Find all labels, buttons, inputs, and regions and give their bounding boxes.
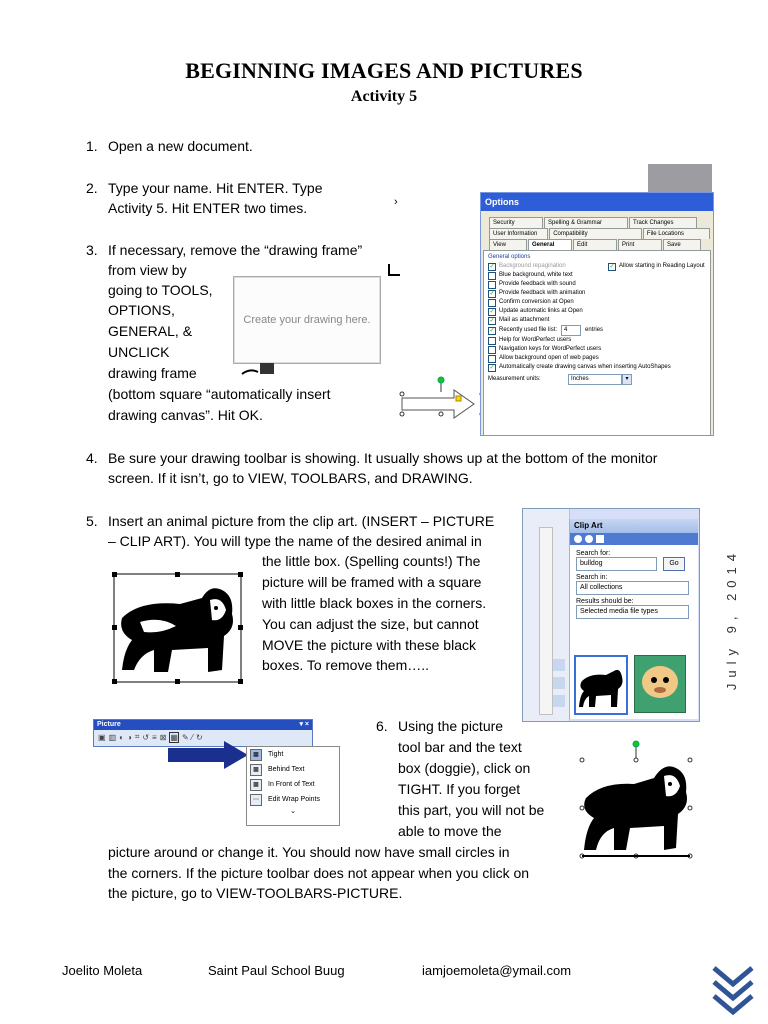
contrast-icon[interactable]: ◐ [119,732,124,742]
reset-picture-icon[interactable]: ↻ [196,732,203,742]
options-tabs-row-1 [489,217,711,228]
step-3-line: UNCLICK [108,344,170,360]
tab-user-information[interactable]: User Information [489,228,548,239]
compress-icon[interactable]: ⊠ [159,732,167,742]
footer-email: iamjoemoleta@ymail.com [422,963,572,978]
picture-toolbar-title: Picture ▾ × [94,720,312,730]
option-blue-background[interactable]: Blue background, white text [488,271,706,280]
measurement-units-row: Measurement units: Inches ▾ [488,374,706,385]
small-arrow-icon: › [394,196,398,208]
option-mail-attachment[interactable]: ✓ Mail as attachment [489,317,550,324]
search-for-label: Search for: [576,550,611,557]
clip-search-input[interactable]: bulldog [576,557,657,571]
checkbox-icon[interactable]: ✓ [489,327,495,334]
options-general-panel [483,250,711,436]
step-2-line: Activity 5. Hit ENTER two times. [108,200,308,216]
blue-pointer-arrow [166,740,250,770]
corner-handle-icon [388,264,400,276]
wrap-tight-icon: ▩ [250,749,262,761]
format-picture-icon[interactable]: ✎ [181,732,189,742]
step-4-line: Be sure your drawing toolbar is showing. It usually shows up at the bottom of the monitor [108,450,658,466]
step-4-line: screen. If it isn’t, go to VIEW, TOOLBARS, and DRAWING. [108,470,473,486]
color-icon[interactable]: ▥ [108,732,117,742]
block-arrow-shape [396,376,488,420]
step-2-line: Type your name. Hit ENTER. Type [108,180,323,196]
option-feedback-animation[interactable]: ✓ Provide feedback with animation [489,290,586,297]
checkbox-icon[interactable] [488,272,496,280]
measurement-units-select[interactable]: Inches [568,374,622,385]
options-tabs-row-2 [489,228,711,239]
tab-general[interactable]: General [528,239,572,250]
checkbox-icon[interactable] [488,346,496,354]
go-button[interactable]: Go [663,557,685,571]
brightness-icon[interactable]: ◑ [126,732,132,742]
step-6-line: this part, you will not be [398,802,545,818]
option-reading-layout[interactable]: ✓ Allow starting in Reading Layout [609,263,705,270]
step-6-line: the corners. If the picture toolbar does not appear when you click on [108,865,530,881]
step-2-number: 2. [86,180,98,196]
bulldog-tight-wrapped-image[interactable] [574,738,698,864]
clip-art-panel [569,519,698,719]
checkbox-icon[interactable] [488,355,496,363]
tab-compatibility[interactable]: Compatibility [549,228,642,239]
step-6-line: Using the picture [398,718,504,734]
rotate-icon[interactable]: ↺ [142,732,150,742]
clip-art-left-strip [523,509,570,721]
option-update-links[interactable]: ✓ Update automatic links at Open [489,308,583,315]
step-5-line: – CLIP ART). You will type the name of the desired animal in [108,533,482,549]
edit-wrap-icon: ⋯ [250,794,262,806]
general-options-heading: General options [488,254,531,260]
scrollbar[interactable] [539,527,553,715]
option-recent-files[interactable]: ✓ Recently used file list: 4 entries [488,325,706,336]
results-select[interactable]: Selected media file types [576,605,689,619]
text-wrapping-menu [246,746,340,826]
footer-school: Saint Paul School Buug [208,963,345,978]
tab-view[interactable]: View [489,239,527,250]
tab-edit[interactable]: Edit [573,239,617,250]
step-5-line: boxes. To remove them….. [262,657,430,673]
back-icon[interactable] [574,535,582,543]
step-5-line: picture will be framed with a square [262,574,482,590]
background-window-strip [648,164,712,194]
cartoon-dog-icon [635,656,685,712]
canvas-placeholder-text: Create your drawing here. [243,314,371,326]
checkbox-icon[interactable]: ✓ [609,263,615,270]
checkbox-icon[interactable] [488,299,496,307]
scroll-down-chevron-icon[interactable] [712,964,754,1018]
step-3-number: 3. [86,242,98,258]
set-transparent-icon[interactable]: ⁄ [191,732,194,742]
text-wrapping-icon[interactable]: ▦ [170,732,178,742]
step-3-line: OPTIONS, [108,302,175,318]
options-tabs-row-3 [489,239,711,250]
step-6-number: 6. [376,718,388,734]
clip-art-title: Clip Art [570,519,698,533]
step-3-line: drawing canvas”. Hit OK. [108,407,263,423]
step-5-line: MOVE the picture with these black [262,637,476,653]
page-title: BEGINNING IMAGES AND PICTURES [185,58,583,83]
footer-author: Joelito Moleta [62,963,143,978]
page-subtitle: Activity 5 [350,88,418,105]
close-icon[interactable]: ▾ × [299,721,309,728]
step-3-line: GENERAL, & [108,323,193,339]
option-background-open[interactable]: Allow background open of web pages [488,354,706,363]
options-dialog-title: Options [481,193,713,211]
step-4-number: 4. [86,450,98,466]
step-5-number: 5. [86,513,98,529]
crop-icon[interactable]: ⌗ [134,732,140,741]
step-3-line: If necessary, remove the “drawing frame” [108,242,363,258]
option-feedback-sound[interactable]: Provide feedback with sound [488,280,706,289]
checkbox-icon[interactable]: ✓ [489,263,495,270]
clip-result-cartoon-dog[interactable] [634,655,686,713]
toolbar-icon[interactable] [553,695,565,707]
toolbar-icon[interactable] [553,659,565,671]
checkbox-icon[interactable] [488,337,496,345]
step-6-line: TIGHT. If you forget [398,781,521,797]
bulldog-thumbnail-icon [576,657,626,713]
step-6-line: box (doggie), click on [398,760,531,776]
step-3-line: drawing frame [108,365,197,381]
step-5-line: with little black boxes in the corners. [262,595,487,611]
step-3-line: from view by [108,262,187,278]
results-label: Results should be: [576,598,634,605]
insert-picture-icon[interactable]: ▣ [98,732,106,742]
step-6-line: able to move the [398,823,502,839]
step-6-line: picture around or change it. You should now have small circles in [108,844,510,860]
tab-print[interactable]: Print [618,239,662,250]
menu-item-tight[interactable]: ▩ Tight [247,747,339,762]
checkbox-icon[interactable]: ✓ [489,317,495,324]
entries-label: entries [585,327,604,333]
option-navigation-keys[interactable]: Navigation keys for WordPerfect users [488,345,706,354]
step-5-line: Insert an animal picture from the clip art. (INSERT – PICTURE [108,513,495,529]
bulldog-clipart-image[interactable] [110,570,245,686]
home-icon[interactable] [596,535,604,543]
wrap-behind-icon: ▩ [250,764,262,776]
step-1-text: Open a new document. [108,138,253,154]
clip-art-pane [522,508,700,722]
line-style-icon[interactable]: ≡ [152,732,157,742]
menu-item-in-front[interactable]: ▩ In Front of Text [247,777,339,792]
checkbox-icon[interactable]: ✓ [489,364,495,371]
recent-count-field[interactable]: 4 [561,325,581,336]
step-5-line: You can adjust the size, but cannot [262,616,479,632]
search-in-select[interactable]: All collections [576,581,689,595]
tab-file-locations[interactable]: File Locations [643,228,710,239]
option-confirm-conversion[interactable]: Confirm conversion at Open [488,298,706,307]
clip-art-nav-bar [570,533,698,545]
step-5-line: the little box. (Spelling counts!) The [262,553,481,569]
wrap-front-icon: ▩ [250,779,262,791]
chevron-down-icon[interactable]: ▾ [622,374,632,385]
tab-spelling-grammar[interactable]: Spelling & Grammar [544,217,628,228]
checkbox-icon[interactable]: ✓ [489,308,495,315]
step-3-line: going to TOOLS, [108,282,213,298]
step-6-line: the picture, go to VIEW-TOOLBARS-PICTURE. [108,885,403,901]
checkbox-icon[interactable]: ✓ [489,290,495,297]
option-background-repagination[interactable]: ✓ Background repagination [489,263,566,270]
forward-icon[interactable] [585,535,593,543]
step-1-number: 1. [86,138,98,154]
tab-security[interactable]: Security [489,217,543,228]
option-help-wordperfect[interactable]: Help for WordPerfect users [488,336,706,345]
option-drawing-canvas[interactable]: ✓ Automatically create drawing canvas when inserting AutoShapes [489,364,671,371]
search-in-label: Search in: [576,574,608,581]
checkbox-icon[interactable] [488,281,496,289]
clip-result-bulldog[interactable] [574,655,628,715]
step-6-line: tool bar and the text [398,739,522,755]
toolbar-icon[interactable] [553,677,565,689]
options-dialog [480,192,714,436]
step-3-line: (bottom square “automatically insert [108,386,331,402]
menu-expand-icon[interactable]: ⌄ [290,808,296,815]
tab-save[interactable]: Save [663,239,701,250]
menu-item-behind-text[interactable]: ▩ Behind Text [247,762,339,777]
tab-track-changes[interactable]: Track Changes [629,217,697,228]
drawing-canvas-box [233,276,381,364]
drawing-tool-icon [240,360,280,378]
menu-item-edit-wrap-points[interactable]: ⋯ Edit Wrap Points [247,792,339,807]
vertical-date: July 9, 2014 [724,548,739,691]
